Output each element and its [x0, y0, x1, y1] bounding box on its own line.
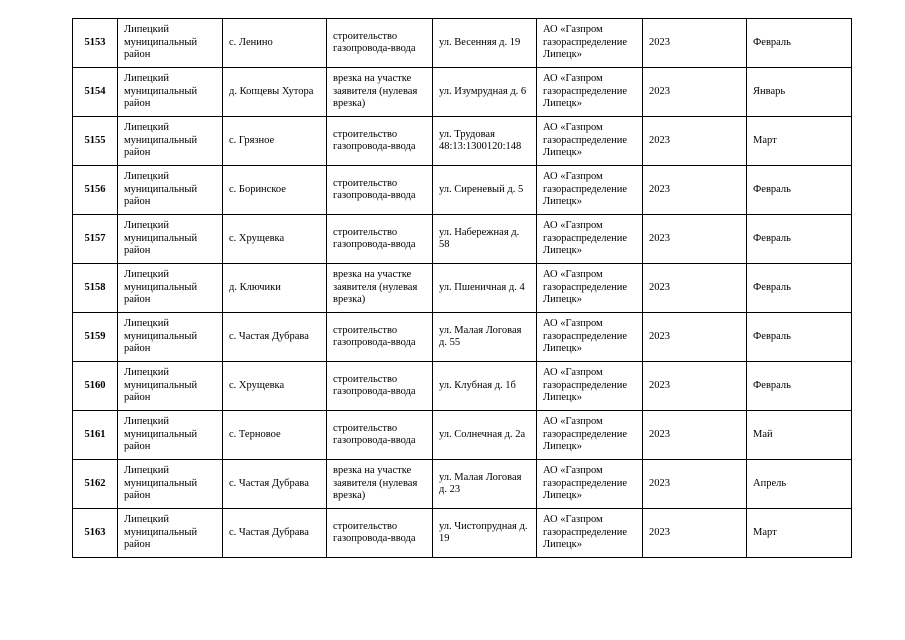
month-cell: Февраль [747, 264, 852, 313]
district-cell: Липецкий муниципальный район [118, 117, 223, 166]
table-row [73, 68, 852, 117]
work-type-cell: врезка на участке заявителя (нулевая врезка) [327, 264, 433, 313]
month-cell: Февраль [747, 166, 852, 215]
table-row [73, 509, 852, 558]
settlement-cell: с. Терновое [223, 411, 327, 460]
table-row [73, 411, 852, 460]
row-number: 5160 [73, 362, 118, 411]
settlement-cell: с. Хрущевка [223, 215, 327, 264]
organization-cell: АО «Газпром газораспределение Липецк» [537, 264, 643, 313]
settlement-cell: с. Частая Дубрава [223, 313, 327, 362]
row-number: 5155 [73, 117, 118, 166]
district-cell: Липецкий муниципальный район [118, 509, 223, 558]
year-cell: 2023 [643, 68, 747, 117]
district-cell: Липецкий муниципальный район [118, 68, 223, 117]
settlement-cell: д. Ключики [223, 264, 327, 313]
settlement-cell: с. Хрущевка [223, 362, 327, 411]
table-row [73, 460, 852, 509]
organization-cell: АО «Газпром газораспределение Липецк» [537, 117, 643, 166]
address-cell: ул. Изумрудная д. 6 [433, 68, 537, 117]
month-cell: Февраль [747, 215, 852, 264]
month-cell: Март [747, 509, 852, 558]
district-cell: Липецкий муниципальный район [118, 313, 223, 362]
address-cell: ул. Весенняя д. 19 [433, 19, 537, 68]
work-type-cell: строительство газопровода-ввода [327, 166, 433, 215]
address-cell: ул. Пшеничная д. 4 [433, 264, 537, 313]
address-cell: ул. Солнечная д. 2а [433, 411, 537, 460]
month-cell: Февраль [747, 362, 852, 411]
year-cell: 2023 [643, 411, 747, 460]
gas-connection-table [72, 18, 852, 558]
table-row [73, 264, 852, 313]
row-number: 5153 [73, 19, 118, 68]
month-cell: Март [747, 117, 852, 166]
organization-cell: АО «Газпром газораспределение Липецк» [537, 509, 643, 558]
settlement-cell: с. Ленино [223, 19, 327, 68]
organization-cell: АО «Газпром газораспределение Липецк» [537, 313, 643, 362]
district-cell: Липецкий муниципальный район [118, 264, 223, 313]
organization-cell: АО «Газпром газораспределение Липецк» [537, 19, 643, 68]
work-type-cell: строительство газопровода-ввода [327, 411, 433, 460]
settlement-cell: д. Копцевы Хутора [223, 68, 327, 117]
district-cell: Липецкий муниципальный район [118, 460, 223, 509]
year-cell: 2023 [643, 215, 747, 264]
year-cell: 2023 [643, 362, 747, 411]
district-cell: Липецкий муниципальный район [118, 215, 223, 264]
table-row [73, 166, 852, 215]
year-cell: 2023 [643, 264, 747, 313]
row-number: 5158 [73, 264, 118, 313]
year-cell: 2023 [643, 19, 747, 68]
month-cell: Январь [747, 68, 852, 117]
row-number: 5154 [73, 68, 118, 117]
organization-cell: АО «Газпром газораспределение Липецк» [537, 166, 643, 215]
month-cell: Февраль [747, 19, 852, 68]
address-cell: ул. Малая Логовая д. 55 [433, 313, 537, 362]
district-cell: Липецкий муниципальный район [118, 362, 223, 411]
row-number: 5159 [73, 313, 118, 362]
row-number: 5156 [73, 166, 118, 215]
work-type-cell: врезка на участке заявителя (нулевая врезка) [327, 460, 433, 509]
organization-cell: АО «Газпром газораспределение Липецк» [537, 460, 643, 509]
district-cell: Липецкий муниципальный район [118, 166, 223, 215]
work-type-cell: строительство газопровода-ввода [327, 117, 433, 166]
settlement-cell: с. Боринское [223, 166, 327, 215]
district-cell: Липецкий муниципальный район [118, 411, 223, 460]
organization-cell: АО «Газпром газораспределение Липецк» [537, 68, 643, 117]
organization-cell: АО «Газпром газораспределение Липецк» [537, 215, 643, 264]
settlement-cell: с. Частая Дубрава [223, 509, 327, 558]
settlement-cell: с. Грязное [223, 117, 327, 166]
year-cell: 2023 [643, 117, 747, 166]
organization-cell: АО «Газпром газораспределение Липецк» [537, 411, 643, 460]
year-cell: 2023 [643, 460, 747, 509]
row-number: 5162 [73, 460, 118, 509]
year-cell: 2023 [643, 166, 747, 215]
address-cell: ул. Набережная д. 58 [433, 215, 537, 264]
month-cell: Апрель [747, 460, 852, 509]
address-cell: ул. Малая Логовая д. 23 [433, 460, 537, 509]
table-row [73, 215, 852, 264]
work-type-cell: строительство газопровода-ввода [327, 362, 433, 411]
address-cell: ул. Трудовая 48:13:1300120:148 [433, 117, 537, 166]
work-type-cell: строительство газопровода-ввода [327, 509, 433, 558]
table-row [73, 362, 852, 411]
organization-cell: АО «Газпром газораспределение Липецк» [537, 362, 643, 411]
table-row [73, 19, 852, 68]
address-cell: ул. Сиреневый д. 5 [433, 166, 537, 215]
work-type-cell: врезка на участке заявителя (нулевая врезка) [327, 68, 433, 117]
work-type-cell: строительство газопровода-ввода [327, 215, 433, 264]
settlement-cell: с. Частая Дубрава [223, 460, 327, 509]
year-cell: 2023 [643, 313, 747, 362]
row-number: 5163 [73, 509, 118, 558]
year-cell: 2023 [643, 509, 747, 558]
address-cell: ул. Чистопрудная д. 19 [433, 509, 537, 558]
month-cell: Февраль [747, 313, 852, 362]
work-type-cell: строительство газопровода-ввода [327, 19, 433, 68]
table-row [73, 313, 852, 362]
month-cell: Май [747, 411, 852, 460]
table-row [73, 117, 852, 166]
work-type-cell: строительство газопровода-ввода [327, 313, 433, 362]
row-number: 5157 [73, 215, 118, 264]
district-cell: Липецкий муниципальный район [118, 19, 223, 68]
address-cell: ул. Клубная д. 1б [433, 362, 537, 411]
row-number: 5161 [73, 411, 118, 460]
